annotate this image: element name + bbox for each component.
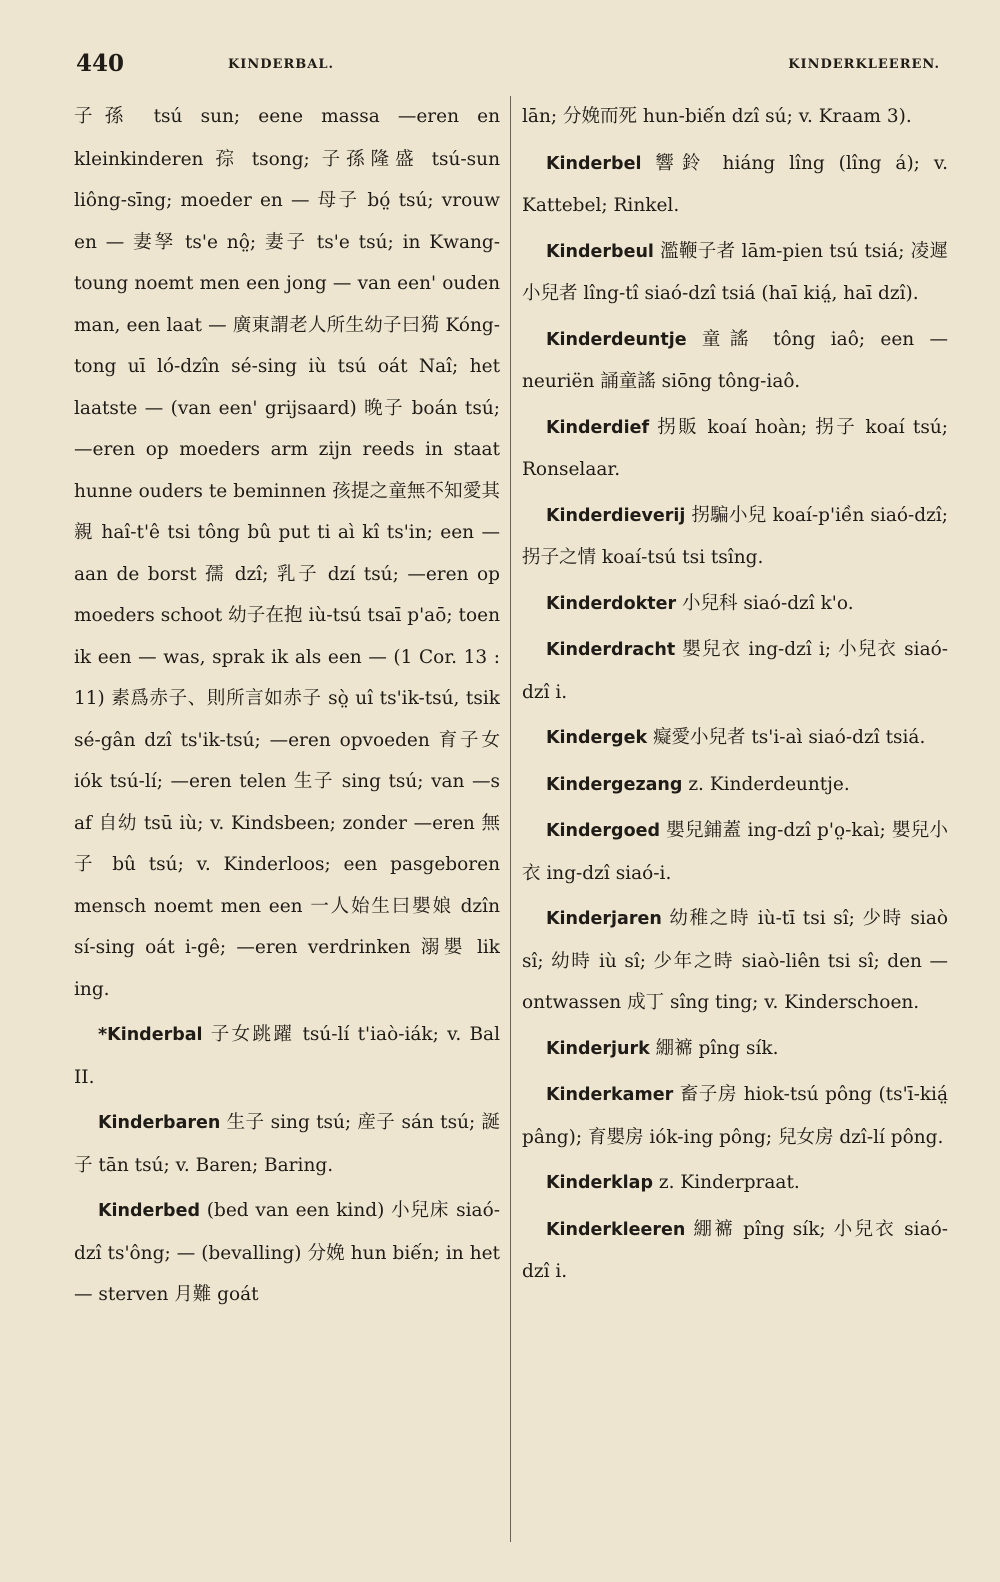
dictionary-entry <box>522 1162 948 1205</box>
entry-text: lān; 分娩而死 hun-biến dzî sú; v. Kraam 3). <box>522 106 912 127</box>
entry-text: 幼稚之時 iù-tī tsi sî; 少時 siaò sî; 幼時 iù sî; 少年之時 siaò-liên tsi sî; den — ontwassen 成丁 sîng ting; v. Kinderschoen. <box>522 908 948 1013</box>
entry-headword: Kinderjurk <box>546 1038 650 1059</box>
dictionary-entry <box>522 1028 948 1071</box>
entry-headword: Kinderdief <box>546 417 650 438</box>
page-number: 440 <box>76 50 125 77</box>
dictionary-entry <box>522 629 948 713</box>
entry-text: 童謠 tông iaô; een — neuriën 誦童謠 siōng tông-iaô. <box>522 328 948 392</box>
entry-headword: Kindergoed <box>546 821 660 841</box>
dictionary-entry <box>522 319 948 403</box>
left-running-head: KINDERBAL. <box>228 57 334 72</box>
right-column <box>522 96 948 1552</box>
dictionary-entry <box>522 231 948 315</box>
dictionary-entry <box>522 143 948 227</box>
entry-text: 小兒科 siaó-dzî k'o. <box>682 592 854 614</box>
entry-headword: Kindergezang <box>546 774 683 795</box>
dictionary-entry <box>74 1102 500 1186</box>
left-column <box>74 96 500 1552</box>
dictionary-entry <box>74 96 500 1010</box>
entry-headword: Kinderbaren <box>98 1113 221 1133</box>
dictionary-entry <box>522 717 948 760</box>
dictionary-entry <box>522 898 948 1024</box>
entry-headword: *Kinderbal <box>98 1025 203 1045</box>
dictionary-entry <box>522 495 948 579</box>
entry-text: 綳褯 pîng sík. <box>655 1037 779 1059</box>
entry-text: 子孫 tsú sun; eene massa —eren en kleinkinderen 孮 tsong; 子孫隆盛 tsú-sun liông-sīng; moeder en — 母子 bó̤ tsú; vrouw en — 妻孥 ts'e nô̤; 妻子 ts'e tsú; in Kwang-toung noemt men een jong — van een' ouden man, een laat — 廣東謂老人所生幼子曰㺃 Kóng-tong uī ló-dzîn sé-sing iù tsú oát Naî; het laatste — (van een' grijsaard) 晚子 boán tsú; —eren op moeders arm zijn reeds in staat hunne ouders te beminnen 孩提之童無不知愛其親 haî-t'ê tsi tông bû put ti aì kî ts'in; een — aan de borst 孺 dzî; 乳子 dzí tsú; —eren op moeders schoot 幼子在抱 iù-tsú tsaī p'aō; toen ik een — was, sprak ik als een — (1 Cor. 13 : 11) 素爲赤子、則所言如赤子 sò̤ uî ts'ik-tsú, tsik sé-gân dzî ts'ik-tsú; —eren opvoeden 育子女 iók tsú-lí; —eren telen 生子 sing tsú; van —s af 自幼 tsū iù; v. Kindsbeen; zonder —eren 無子 bû tsú; v. Kinderloos; een pasgeboren mensch noemt men een 一人始生曰嬰娘 dzîn sí-sing oát i-gê; —eren verdrinken 溺嬰 lik ing. <box>74 106 500 1000</box>
right-running-head: KINDERKLEEREN. <box>788 57 940 72</box>
entry-text: 子女跳躍 tsú-lí t'iaò-iák; v. Bal II. <box>74 1024 500 1088</box>
entry-headword: Kinderdokter <box>546 593 677 614</box>
entry-headword: Kinderjaren <box>546 909 662 929</box>
entry-text: z. Kinderpraat. <box>658 1172 800 1193</box>
entry-text: (bed van een kind) 小兒床 siaó-dzî ts'ông; — (bevalling) 分娩 hun biến; in het — sterven 月難 goát <box>74 1200 500 1305</box>
dictionary-entry <box>522 583 948 626</box>
entry-text: 生子 sing tsú; 産子 sán tsú; 誕子 tān tsú; v. Baren; Baring. <box>74 1112 500 1176</box>
entry-text: 癡愛小兒者 ts'i-aì siaó-dzî tsiá. <box>652 727 926 748</box>
entry-text: 嬰兒衣 ing-dzî i; 小兒衣 siaó-dzî i. <box>522 639 948 703</box>
entry-text: 綳褯 pîng sík; 小兒衣 siaó-dzî i. <box>522 1218 948 1282</box>
entry-text: 畜子房 hiok-tsú pông (ts'ī-kiá̤ pâng); 育嬰房 iók-ing pông; 兒女房 dzî-lí pông. <box>522 1084 948 1148</box>
running-head <box>76 50 940 82</box>
entry-text: 拐販 koaí hoàn; 拐子 koaí tsú; Ronselaar. <box>522 416 948 480</box>
dictionary-entry <box>74 1014 500 1098</box>
entry-headword: Kinderdieverij <box>546 505 686 526</box>
entry-headword: Kinderkleeren <box>546 1219 686 1240</box>
dictionary-entry <box>522 764 948 807</box>
entry-headword: Kinderdeuntje <box>546 329 687 350</box>
dictionary-entry <box>522 96 948 139</box>
dictionary-entry <box>522 810 948 894</box>
entry-text: 嬰兒鋪蓋 ing-dzî p'o̤-kaì; 嬰兒小衣 ing-dzî siaó-i. <box>522 820 948 884</box>
dictionary-entry <box>522 1209 948 1293</box>
column-divider <box>510 96 511 1542</box>
entry-text: z. Kinderdeuntje. <box>688 773 850 795</box>
dictionary-entry <box>74 1190 500 1316</box>
entry-text: 拐騙小兒 koaí-p'iền siaó-dzî; 拐子之情 koaí-tsú tsi tsîng. <box>522 504 948 568</box>
entry-headword: Kinderklap <box>546 1173 654 1193</box>
entry-headword: Kinderdracht <box>546 640 676 660</box>
entry-headword: Kinderkamer <box>546 1085 674 1105</box>
dictionary-entry <box>522 1074 948 1158</box>
entry-headword: Kinderbel <box>546 153 642 174</box>
entry-text: 濫鞭子者 lām-pien tsú tsiá; 凌遲小兒者 lîng-tî siaó-dzî tsiá (haī kiá̤, haī dzî). <box>522 240 948 304</box>
dictionary-entry <box>522 407 948 491</box>
entry-headword: Kindergek <box>546 728 648 748</box>
entry-headword: Kinderbed <box>98 1201 200 1221</box>
entry-text: 響鈴 hiáng lîng (lîng á); v. Kattebel; Rinkel. <box>522 152 948 216</box>
entry-headword: Kinderbeul <box>546 241 654 262</box>
